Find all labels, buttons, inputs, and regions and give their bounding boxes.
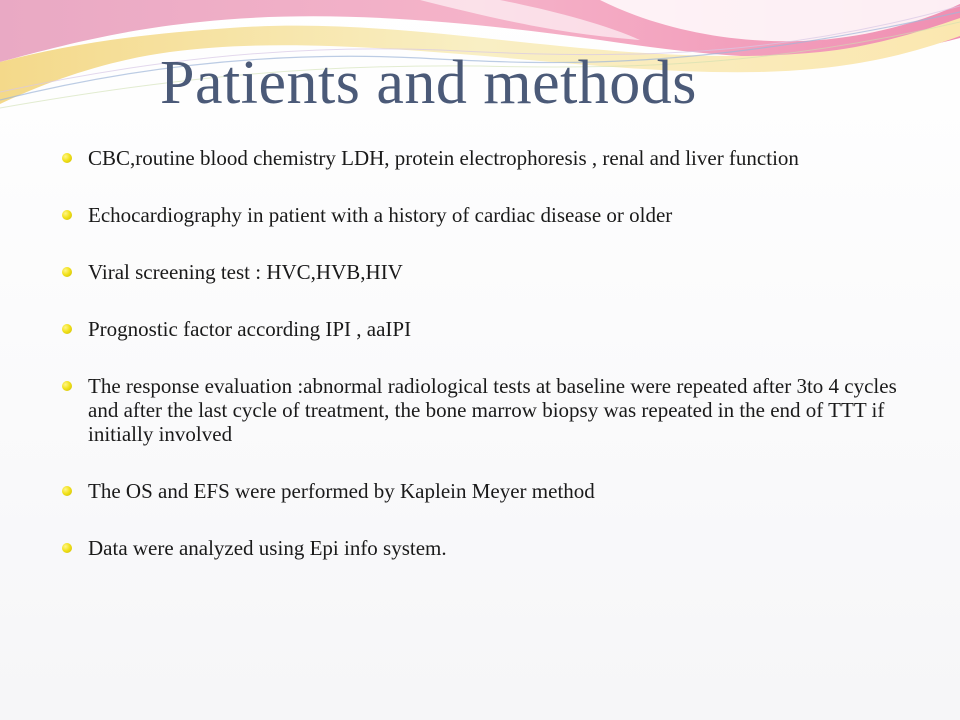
yellow-bullet-dot-icon [62, 324, 72, 334]
list-item [60, 203, 900, 227]
bullet-text: Echocardiography in patient with a history of cardiac disease or older [88, 203, 673, 227]
yellow-bullet-dot-icon [62, 543, 72, 553]
list-item [60, 146, 900, 170]
bullet-text: Data were analyzed using Epi info system. [88, 536, 447, 560]
yellow-bullet-dot-icon [62, 267, 72, 277]
bullet-text: The OS and EFS were performed by Kaplein Meyer method [88, 479, 595, 503]
list-item [60, 317, 900, 341]
list-item [60, 536, 900, 560]
yellow-bullet-dot-icon [62, 381, 72, 391]
yellow-bullet-dot-icon [62, 210, 72, 220]
page-title: Patients and methods [160, 49, 697, 117]
bullet-text: Prognostic factor according IPI , aaIPI [88, 317, 412, 341]
yellow-bullet-dot-icon [62, 153, 72, 163]
bullet-list [60, 146, 900, 560]
bullet-text: The response evaluation :abnormal radiological tests at baseline were repeated after 3to 4 cycles and after the last cycle of treatment, the bone marrow biopsy was repeated in the end of TTT if initially involved [88, 374, 897, 446]
list-item [60, 260, 900, 284]
bullet-text: Viral screening test : HVC,HVB,HIV [88, 260, 403, 284]
list-item [60, 479, 900, 503]
yellow-bullet-dot-icon [62, 486, 72, 496]
list-item [60, 374, 900, 446]
bullet-text: CBC,routine blood chemistry LDH, protein electrophoresis , renal and liver function [88, 146, 799, 170]
